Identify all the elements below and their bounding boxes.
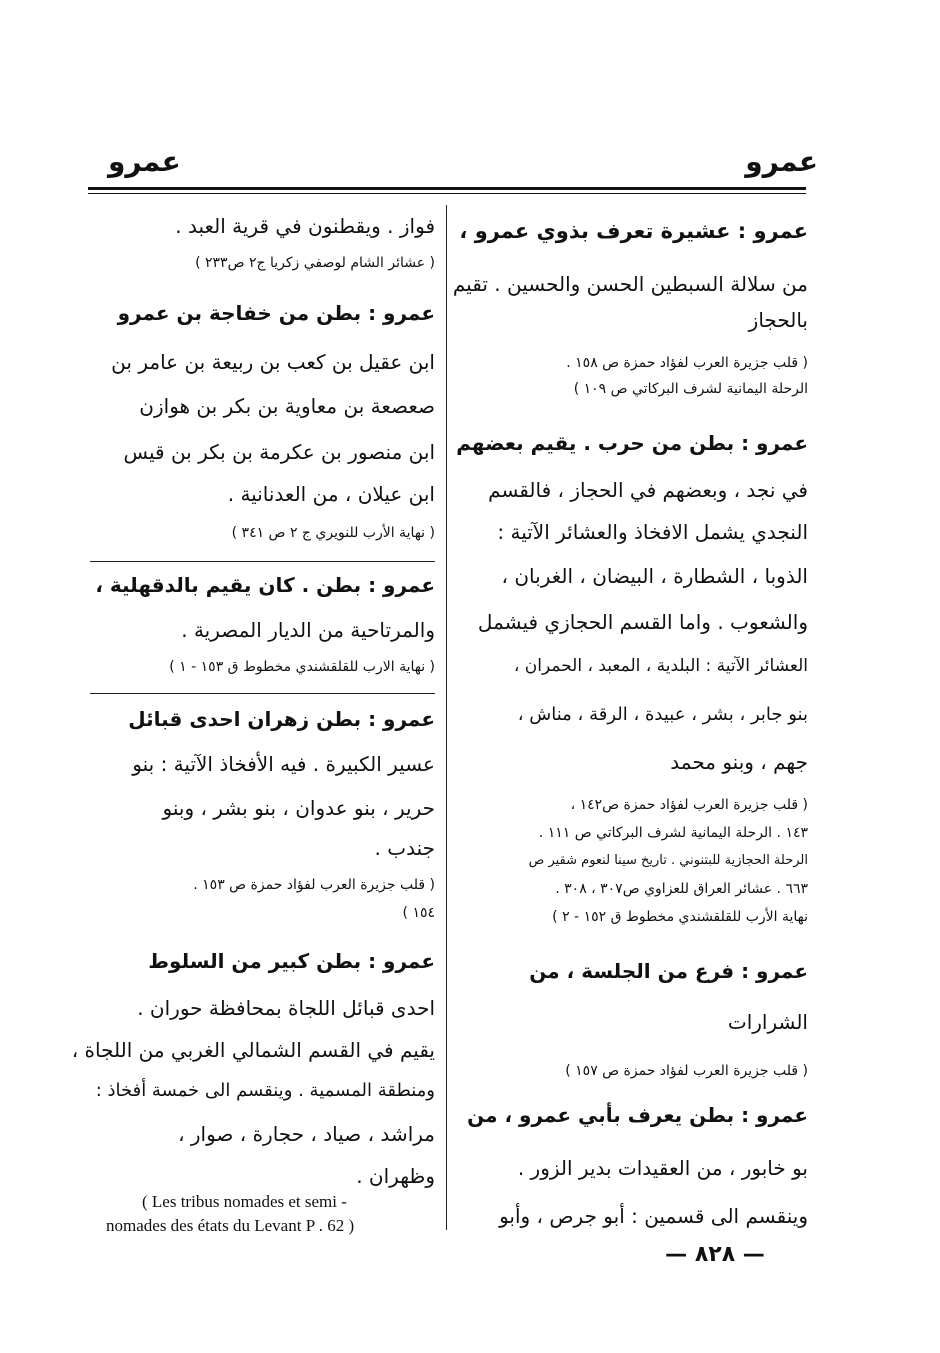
header-rule-thick: [88, 187, 806, 190]
entry-line: ابن منصور بن عكرمة بن بكر بن قيس: [123, 440, 435, 464]
french-reference-line-1: ( Les tribus nomades et semi -: [142, 1192, 347, 1211]
entry-line: عسير الكبيرة . فيه الأفخاذ الآتية : بنو: [132, 752, 435, 776]
entry-separator: [90, 693, 435, 694]
reference-line: ( قلب جزيرة العرب لفؤاد حمزة ص ١٥٧ ): [565, 1063, 808, 1079]
entry-line: العشائر الآتية : البلدية ، المعبد ، الحمران ،: [513, 656, 808, 676]
reference-line: ( نهاية الأرب للنويري ج ٢ ص ٣٤١ ): [231, 525, 435, 541]
reference-line: ( نهاية الارب للقلقشندي مخطوط ق ١٥٣ - ١ ): [169, 659, 435, 675]
reference-line: ( قلب جزيرة العرب لفؤاد حمزة ص ١٥٨ .: [566, 355, 808, 371]
header-rule-thin: [88, 193, 806, 194]
entry-line: وظهران .: [356, 1164, 435, 1188]
entry-line: مراشد ، صياد ، حجارة ، صوار ،: [178, 1122, 435, 1146]
entry-line: والمرتاحية من الديار المصرية .: [181, 618, 435, 642]
entry-separator: [90, 561, 435, 562]
entry-line: يقيم في القسم الشمالي الغربي من اللجاة ،: [71, 1038, 435, 1062]
running-header-right: عمرو: [745, 145, 818, 178]
entry-line: عمرو : فرع من الجلسة ، من: [529, 959, 808, 983]
entry-line: صعصعة بن معاوية بن بكر بن هوازن: [139, 394, 435, 418]
reference-line: الرحلة الحجازية للبتنوني . تاريخ سينا لنعوم شقير ص: [528, 853, 808, 868]
entry-line: الشرارات: [727, 1010, 808, 1034]
entry-line: فواز . ويقطنون في قرية العبد .: [175, 214, 435, 238]
reference-line: ١٥٤ ): [402, 905, 435, 921]
entry-line: بنو جابر ، بشر ، عبيدة ، الرقة ، مناش ،: [517, 704, 808, 725]
entry-line: حرير ، بنو عدوان ، بنو بشر ، وبنو: [162, 796, 435, 820]
reference-line: ( عشائر الشام لوصفي زكريا ج٢ ص٢٣٣ ): [195, 255, 435, 271]
reference-line: ١٤٣ . الرحلة اليمانية لشرف البركاتي ص ١١١ .: [538, 825, 808, 841]
entry-line: في نجد ، وبعضهم في الحجاز ، فالقسم: [488, 478, 808, 502]
reference-line: ٦٦٣ . عشائر العراق للعزاوي ص٣٠٧ ، ٣٠٨ .: [555, 881, 808, 897]
entry-line: والشعوب . واما القسم الحجازي فيشمل: [477, 610, 808, 634]
entry-line: ابن عيلان ، من العدنانية .: [227, 482, 435, 506]
entry-line: عمرو : بطن . كان يقيم بالدقهلية ،: [95, 573, 435, 597]
entry-line: عمرو : بطن من حرب . يقيم بعضهم: [456, 431, 808, 455]
entry-line: عمرو : بطن يعرف بأبي عمرو ، من: [467, 1103, 808, 1127]
french-reference-line-2: nomades des états du Levant P . 62 ): [106, 1216, 355, 1235]
entry-line: عمرو : بطن من خفاجة بن عمرو: [117, 301, 435, 325]
entry-line: عمرو : عشيرة تعرف بذوي عمرو ،: [459, 219, 808, 243]
page-number: — ٨٢٨ —: [665, 1242, 765, 1267]
reference-line: ( قلب جزيرة العرب لفؤاد حمزة ص ١٥٣ .: [193, 877, 435, 893]
entry-line: من سلالة السبطين الحسن والحسين . تقيم: [452, 272, 808, 296]
reference-line: نهاية الأرب للقلقشندي مخطوط ق ١٥٢ - ٢ ): [552, 909, 808, 925]
entry-line: الذوبا ، الشطارة ، البيضان ، الغربان ،: [501, 564, 808, 588]
reference-line: الرحلة اليمانية لشرف البركاتي ص ١٠٩ ): [573, 381, 808, 397]
reference-line: ( قلب جزيرة العرب لفؤاد حمزة ص١٤٢ ،: [570, 797, 808, 813]
entry-line: عمرو : بطن زهران احدى قبائل: [128, 707, 435, 731]
entry-line: بالحجاز: [748, 308, 808, 332]
entry-line: وينقسم الى قسمين : أبو جرص ، وأبو: [499, 1204, 808, 1228]
entry-line: بو خابور ، من العقيدات بدير الزور .: [517, 1156, 808, 1180]
column-divider: [446, 205, 447, 1230]
entry-line: ابن عقيل بن كعب بن ربيعة بن عامر بن: [111, 350, 435, 374]
entry-line: جهم ، وبنو محمد: [670, 750, 808, 774]
entry-line: جندب .: [374, 836, 435, 860]
entry-line: احدى قبائل اللجاة بمحافظة حوران .: [137, 996, 435, 1020]
entry-line: النجدي يشمل الافخاذ والعشائر الآتية :: [497, 520, 808, 544]
running-header-left: عمرو: [108, 145, 181, 178]
entry-line: ومنطقة المسمية . وينقسم الى خمسة أفخاذ :: [95, 1080, 435, 1101]
entry-line: عمرو : بطن كبير من السلوط: [148, 949, 435, 973]
